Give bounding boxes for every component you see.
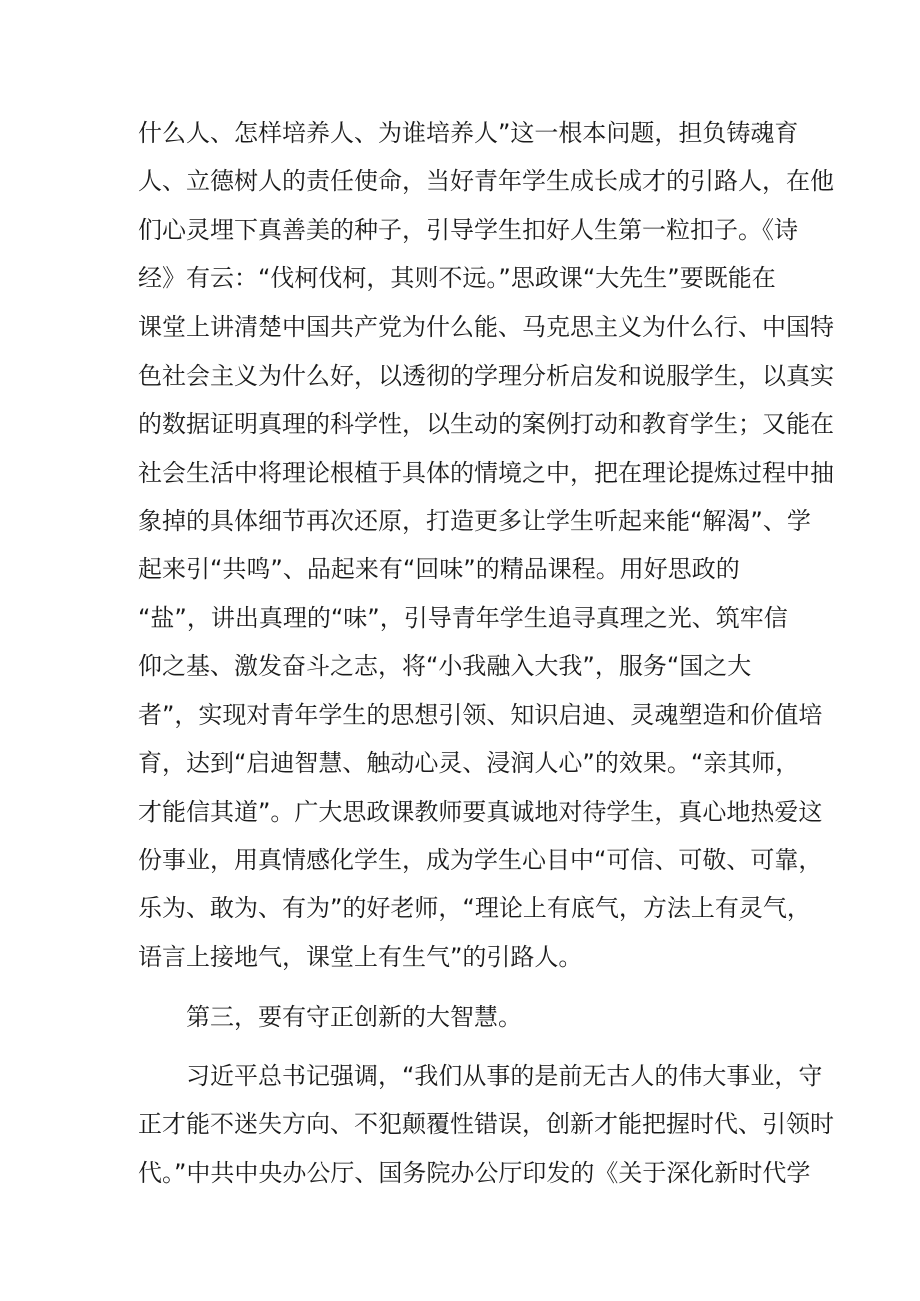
text-line: 乐为、敢为、有为”的好老师，“理论上有底气，方法上有灵气， — [138, 894, 811, 922]
text-line: 仰之基、激发奋斗之志，将“小我融入大我”，服务“国之大 — [138, 652, 752, 680]
text-line: 社会生活中将理论根植于具体的情境之中，把在理论提炼过程中抽 — [138, 459, 834, 487]
text-line: 代。”中共中央办公厅、国务院办公厅印发的《关于深化新时代学 — [138, 1159, 811, 1187]
text-line: 的数据证明真理的科学性，以生动的案例打动和教育学生；又能在 — [138, 410, 834, 438]
text-line: 正才能不迷失方向、不犯颠覆性错误，创新才能把握时代、引领时 — [138, 1110, 834, 1138]
text-line: 份事业，用真情感化学生，成为学生心目中“可信、可敬、可靠， — [138, 846, 823, 874]
paragraph-first-line: 习近平总书记强调，“我们从事的是前无古人的伟大事业，守 — [186, 1062, 823, 1090]
text-line: 才能信其道”。广大思政课教师要真诚地对待学生，真心地热爱这 — [138, 798, 823, 826]
text-line: 人、立德树人的责任使命，当好青年学生成长成才的引路人，在他 — [138, 167, 834, 195]
text-line: 象掉的具体细节再次还原，打造更多让学生听起来能“解渴”、学 — [138, 507, 811, 535]
text-line: 课堂上讲清楚中国共产党为什么能、马克思主义为什么行、中国特 — [138, 313, 834, 341]
text-line: 者”，实现对青年学生的思想引领、知识启迪、灵魂塑造和价值培 — [138, 701, 823, 729]
section-heading: 第三，要有守正创新的大智慧。 — [186, 1003, 522, 1031]
text-line: 起来引“共鸣”、品起来有“回味”的精品课程。用好思政的 — [138, 555, 740, 583]
text-line: 什么人、怎样培养人、为谁培养人”这一根本问题，担负铸魂育 — [138, 119, 799, 147]
text-line: “盐”，讲出真理的“味”，引导青年学生追寻真理之光、筑牢信 — [138, 604, 788, 632]
text-line: 们心灵埋下真善美的种子，引导学生扣好人生第一粒扣子。《诗 — [138, 216, 798, 244]
text-line: 语言上接地气，课堂上有生气”的引路人。 — [138, 943, 583, 971]
text-line: 色社会主义为什么好，以透彻的学理分析启发和说服学生，以真实 — [138, 362, 834, 390]
text-line: 育，达到“启迪智慧、触动心灵、浸润人心”的效果。“亲其师， — [138, 749, 800, 777]
text-line: 经》有云：“伐柯伐柯，其则不远。”思政课“大先生”要既能在 — [138, 264, 776, 292]
